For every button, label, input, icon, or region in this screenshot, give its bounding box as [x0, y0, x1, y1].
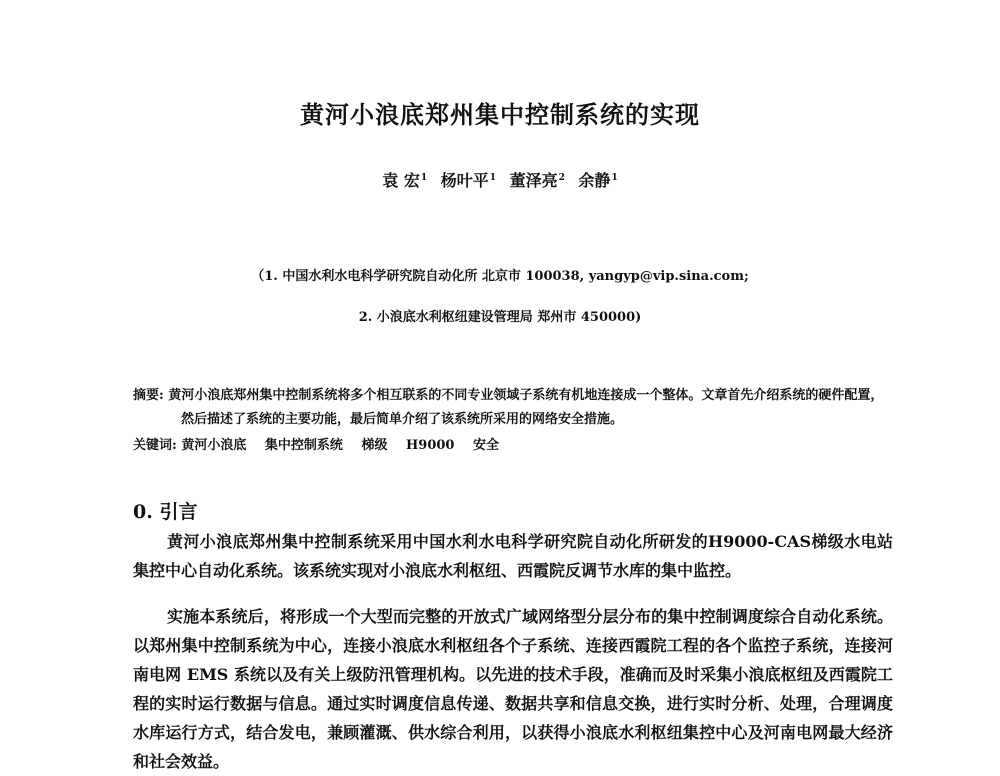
author: [382, 171, 427, 190]
author-list: [0, 168, 1000, 191]
keyword: 黄河小浪底: [181, 438, 247, 453]
author-affiliation-mark: 2: [558, 172, 565, 183]
author-name: 袁 宏: [382, 171, 420, 190]
author-name: 余静: [578, 171, 611, 190]
author: [510, 171, 565, 190]
affiliation-2: 2. 小浪底水利枢纽建设管理局 郑州市 450000): [358, 310, 642, 325]
abstract: [133, 384, 893, 432]
affiliation-1: （1. 中国水利水电科学研究院自动化所 北京市 100038, yangyp@vip.sina.com;: [251, 269, 749, 284]
keywords-label: 关键词:: [133, 438, 177, 453]
author-name: 杨叶平: [440, 171, 489, 190]
keyword: 梯级: [361, 438, 388, 453]
section-heading-introduction: 0. 引言: [133, 501, 198, 523]
keywords: [133, 434, 513, 453]
author: [578, 171, 617, 190]
abstract-label: 摘要:: [133, 388, 164, 403]
author-affiliation-mark: 1: [420, 172, 428, 183]
paper-title: 黄河小浪底郑州集中控制系统的实现: [300, 100, 700, 129]
abstract-text: 黄河小浪底郑州集中控制系统将多个相互联系的不同专业领域子系统有机地连接成一个整体。文章首先介绍系统的硬件配置，然后描述了系统的主要功能，最后简单介绍了该系统所采用的网络安全措施。: [168, 388, 884, 427]
author-name: 董泽亮: [509, 171, 558, 190]
keyword: 集中控制系统: [264, 438, 343, 453]
author-affiliation-mark: 1: [489, 172, 496, 183]
author: [441, 171, 496, 190]
body-paragraph: 实施本系统后，将形成一个大型而完整的开放式广域网络型分层分布的集中控制调度综合自动化系统。以郑州集中控制系统为中心，连接小浪底水利枢纽各个子系统、连接西霞院工程的各个监控子系统，连接河南电网 EMS 系统以及有关上级防汛管理机构。以先进的技术手段，准确而及时采集小浪底枢纽及西霞院工程的实时运行数据与信息。通过实时调度信息传递、数据共享和信息交换，进行实时分析、处理，合理调度水库运行方式，结合发电，兼顾灌溉、供水综合利用，以获得小浪底水利枢纽集控中心及河南电网最大经济和社会效益。: [133, 607, 893, 771]
keyword: 安全: [472, 438, 499, 453]
body-paragraph: 黄河小浪底郑州集中控制系统采用中国水利水电科学研究院自动化所研发的H9000-CAS梯级水电站集控中心自动化系统。该系统实现对小浪底水利枢纽、西霞院反调节水库的集中监控。: [133, 532, 893, 580]
keyword: H9000: [405, 438, 455, 453]
author-affiliation-mark: 1: [611, 172, 618, 183]
